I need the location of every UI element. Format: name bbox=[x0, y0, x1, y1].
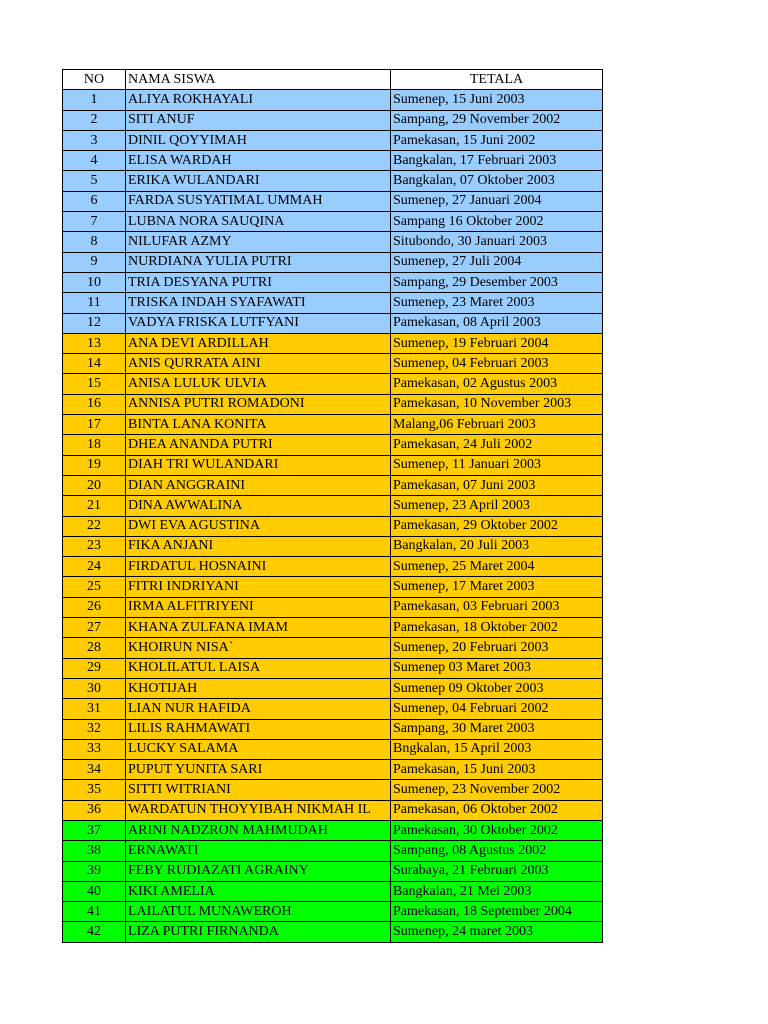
cell-no: 24 bbox=[63, 557, 126, 577]
cell-no: 19 bbox=[63, 455, 126, 475]
cell-no: 18 bbox=[63, 435, 126, 455]
cell-nama-siswa: LUCKY SALAMA bbox=[126, 739, 391, 759]
cell-no: 41 bbox=[63, 902, 126, 922]
table-row bbox=[63, 577, 603, 597]
cell-nama-siswa: ANISA LULUK ULVIA bbox=[126, 374, 391, 394]
cell-nama-siswa: DIAN ANGGRAINI bbox=[126, 475, 391, 495]
cell-tetala: Sumenep 03 Maret 2003 bbox=[391, 658, 603, 678]
table-row bbox=[63, 435, 603, 455]
table-row bbox=[63, 739, 603, 759]
cell-tetala: Sumenep, 25 Maret 2004 bbox=[391, 557, 603, 577]
cell-tetala: Sumenep, 27 Juli 2004 bbox=[391, 252, 603, 272]
cell-nama-siswa: LUBNA NORA SAUQINA bbox=[126, 212, 391, 232]
cell-tetala: Pamekasan, 08 April 2003 bbox=[391, 313, 603, 333]
cell-nama-siswa: TRISKA INDAH SYAFAWATI bbox=[126, 293, 391, 313]
table-row bbox=[63, 800, 603, 820]
cell-tetala: Sumenep, 04 Februari 2002 bbox=[391, 699, 603, 719]
cell-tetala: Sumenep, 23 Maret 2003 bbox=[391, 293, 603, 313]
table-row bbox=[63, 557, 603, 577]
cell-nama-siswa: KHOTIJAH bbox=[126, 678, 391, 698]
table-row bbox=[63, 130, 603, 150]
cell-tetala: Situbondo, 30 Januari 2003 bbox=[391, 232, 603, 252]
cell-no: 20 bbox=[63, 475, 126, 495]
cell-nama-siswa: SITTI WITRIANI bbox=[126, 780, 391, 800]
cell-nama-siswa: ANNISA PUTRI ROMADONI bbox=[126, 394, 391, 414]
table-row bbox=[63, 354, 603, 374]
cell-no: 11 bbox=[63, 293, 126, 313]
cell-no: 17 bbox=[63, 415, 126, 435]
table-row bbox=[63, 171, 603, 191]
cell-nama-siswa: KHOIRUN NISA` bbox=[126, 638, 391, 658]
cell-no: 38 bbox=[63, 841, 126, 861]
cell-nama-siswa: FITRI INDRIYANI bbox=[126, 577, 391, 597]
table-row bbox=[63, 861, 603, 881]
cell-nama-siswa: FIRDATUL HOSNAINI bbox=[126, 557, 391, 577]
table-row bbox=[63, 618, 603, 638]
cell-nama-siswa: FARDA SUSYATIMAL UMMAH bbox=[126, 191, 391, 211]
cell-tetala: Sumenep, 27 Januari 2004 bbox=[391, 191, 603, 211]
cell-tetala: Sumenep, 15 Juni 2003 bbox=[391, 90, 603, 110]
cell-nama-siswa: IRMA ALFITRIYENI bbox=[126, 597, 391, 617]
cell-nama-siswa: ANIS QURRATA AINI bbox=[126, 354, 391, 374]
header-no: NO bbox=[63, 70, 126, 90]
cell-tetala: Bangkalan, 17 Februari 2003 bbox=[391, 151, 603, 171]
cell-nama-siswa: ERIKA WULANDARI bbox=[126, 171, 391, 191]
table-row bbox=[63, 658, 603, 678]
cell-no: 6 bbox=[63, 191, 126, 211]
cell-nama-siswa: FEBY RUDIAZATI AGRAINY bbox=[126, 861, 391, 881]
table-row bbox=[63, 597, 603, 617]
student-table bbox=[62, 69, 603, 943]
cell-nama-siswa: DINA AWWALINA bbox=[126, 496, 391, 516]
table-row bbox=[63, 313, 603, 333]
cell-tetala: Sumenep, 11 Januari 2003 bbox=[391, 455, 603, 475]
cell-nama-siswa: ALIYA ROKHAYALI bbox=[126, 90, 391, 110]
cell-nama-siswa: DHEA ANANDA PUTRI bbox=[126, 435, 391, 455]
header-row bbox=[63, 70, 603, 90]
cell-tetala: Bngkalan, 15 April 2003 bbox=[391, 739, 603, 759]
table-row bbox=[63, 272, 603, 292]
table-row bbox=[63, 820, 603, 840]
cell-no: 42 bbox=[63, 922, 126, 942]
cell-tetala: Sumenep, 19 Februari 2004 bbox=[391, 333, 603, 353]
table-row bbox=[63, 252, 603, 272]
cell-nama-siswa: PUPUT YUNITA SARI bbox=[126, 760, 391, 780]
cell-no: 1 bbox=[63, 90, 126, 110]
table-row bbox=[63, 90, 603, 110]
cell-tetala: Pamekasan, 03 Februari 2003 bbox=[391, 597, 603, 617]
table-row bbox=[63, 780, 603, 800]
table-row bbox=[63, 638, 603, 658]
cell-nama-siswa: LAILATUL MUNAWEROH bbox=[126, 902, 391, 922]
cell-no: 4 bbox=[63, 151, 126, 171]
cell-nama-siswa: ERNAWATI bbox=[126, 841, 391, 861]
cell-no: 22 bbox=[63, 516, 126, 536]
table-row bbox=[63, 881, 603, 901]
table-row bbox=[63, 191, 603, 211]
cell-nama-siswa: KHANA ZULFANA IMAM bbox=[126, 618, 391, 638]
table-row bbox=[63, 374, 603, 394]
cell-tetala: Sampang, 29 Desember 2003 bbox=[391, 272, 603, 292]
cell-nama-siswa: DIAH TRI WULANDARI bbox=[126, 455, 391, 475]
cell-tetala: Pamekasan, 15 Juni 2002 bbox=[391, 130, 603, 150]
cell-nama-siswa: VADYA FRISKA LUTFYANI bbox=[126, 313, 391, 333]
cell-nama-siswa: WARDATUN THOYYIBAH NIKMAH IL bbox=[126, 800, 391, 820]
table-row bbox=[63, 455, 603, 475]
cell-tetala: Sumenep, 24 maret 2003 bbox=[391, 922, 603, 942]
cell-no: 29 bbox=[63, 658, 126, 678]
cell-tetala: Pamekasan, 30 Oktober 2002 bbox=[391, 820, 603, 840]
cell-nama-siswa: TRIA DESYANA PUTRI bbox=[126, 272, 391, 292]
cell-no: 12 bbox=[63, 313, 126, 333]
cell-nama-siswa: DWI EVA AGUSTINA bbox=[126, 516, 391, 536]
cell-nama-siswa: FIKA ANJANI bbox=[126, 536, 391, 556]
table-row bbox=[63, 496, 603, 516]
cell-no: 5 bbox=[63, 171, 126, 191]
cell-tetala: Surabaya, 21 Februari 2003 bbox=[391, 861, 603, 881]
cell-no: 2 bbox=[63, 110, 126, 130]
cell-tetala: Pamekasan, 06 Oktober 2002 bbox=[391, 800, 603, 820]
table-row bbox=[63, 110, 603, 130]
cell-nama-siswa: ARINI NADZRON MAHMUDAH bbox=[126, 820, 391, 840]
cell-nama-siswa: KHOLILATUL LAISA bbox=[126, 658, 391, 678]
cell-nama-siswa: BINTA LANA KONITA bbox=[126, 415, 391, 435]
table-row bbox=[63, 151, 603, 171]
cell-no: 25 bbox=[63, 577, 126, 597]
cell-tetala: Sumenep, 23 November 2002 bbox=[391, 780, 603, 800]
cell-nama-siswa: LIZA PUTRI FIRNANDA bbox=[126, 922, 391, 942]
cell-tetala: Bangkalan, 07 Oktober 2003 bbox=[391, 171, 603, 191]
cell-no: 32 bbox=[63, 719, 126, 739]
cell-no: 27 bbox=[63, 618, 126, 638]
cell-no: 7 bbox=[63, 212, 126, 232]
table-row bbox=[63, 678, 603, 698]
table-row bbox=[63, 922, 603, 942]
cell-no: 35 bbox=[63, 780, 126, 800]
cell-no: 39 bbox=[63, 861, 126, 881]
table-row bbox=[63, 902, 603, 922]
cell-nama-siswa: NILUFAR AZMY bbox=[126, 232, 391, 252]
cell-no: 34 bbox=[63, 760, 126, 780]
cell-no: 10 bbox=[63, 272, 126, 292]
cell-no: 31 bbox=[63, 699, 126, 719]
cell-no: 33 bbox=[63, 739, 126, 759]
cell-tetala: Pamekasan, 10 November 2003 bbox=[391, 394, 603, 414]
cell-tetala: Sampang 16 Oktober 2002 bbox=[391, 212, 603, 232]
cell-no: 40 bbox=[63, 881, 126, 901]
cell-no: 23 bbox=[63, 536, 126, 556]
cell-tetala: Sumenep 09 Oktober 2003 bbox=[391, 678, 603, 698]
table-row bbox=[63, 699, 603, 719]
cell-nama-siswa: SITI ANUF bbox=[126, 110, 391, 130]
cell-tetala: Pamekasan, 18 Oktober 2002 bbox=[391, 618, 603, 638]
table-body bbox=[63, 70, 603, 943]
table-row bbox=[63, 516, 603, 536]
cell-tetala: Bangkalan, 21 Mei 2003 bbox=[391, 881, 603, 901]
cell-no: 16 bbox=[63, 394, 126, 414]
table-row bbox=[63, 415, 603, 435]
table-row bbox=[63, 232, 603, 252]
cell-tetala: Malang,06 Februari 2003 bbox=[391, 415, 603, 435]
cell-tetala: Sumenep, 17 Maret 2003 bbox=[391, 577, 603, 597]
cell-tetala: Pamekasan, 18 September 2004 bbox=[391, 902, 603, 922]
header-nama-siswa: NAMA SISWA bbox=[126, 70, 391, 90]
cell-nama-siswa: LILIS RAHMAWATI bbox=[126, 719, 391, 739]
cell-no: 14 bbox=[63, 354, 126, 374]
table-row bbox=[63, 536, 603, 556]
cell-no: 28 bbox=[63, 638, 126, 658]
cell-no: 9 bbox=[63, 252, 126, 272]
cell-tetala: Pamekasan, 15 Juni 2003 bbox=[391, 760, 603, 780]
cell-nama-siswa: ANA DEVI ARDILLAH bbox=[126, 333, 391, 353]
cell-no: 26 bbox=[63, 597, 126, 617]
cell-no: 13 bbox=[63, 333, 126, 353]
cell-nama-siswa: ELISA WARDAH bbox=[126, 151, 391, 171]
cell-no: 30 bbox=[63, 678, 126, 698]
cell-tetala: Sampang, 08 Agustus 2002 bbox=[391, 841, 603, 861]
cell-nama-siswa: DINIL QOYYIMAH bbox=[126, 130, 391, 150]
cell-no: 21 bbox=[63, 496, 126, 516]
table-row bbox=[63, 475, 603, 495]
table-row bbox=[63, 719, 603, 739]
cell-tetala: Sampang, 30 Maret 2003 bbox=[391, 719, 603, 739]
table-row bbox=[63, 333, 603, 353]
cell-no: 15 bbox=[63, 374, 126, 394]
header-tetala: TETALA bbox=[391, 70, 603, 90]
cell-tetala: Sumenep, 23 April 2003 bbox=[391, 496, 603, 516]
cell-no: 37 bbox=[63, 820, 126, 840]
cell-tetala: Pamekasan, 29 Oktober 2002 bbox=[391, 516, 603, 536]
table-row bbox=[63, 293, 603, 313]
cell-tetala: Sumenep, 04 Februari 2003 bbox=[391, 354, 603, 374]
cell-tetala: Sampang, 29 November 2002 bbox=[391, 110, 603, 130]
cell-nama-siswa: LIAN NUR HAFIDA bbox=[126, 699, 391, 719]
cell-nama-siswa: KIKI AMELIA bbox=[126, 881, 391, 901]
table-row bbox=[63, 760, 603, 780]
table-row bbox=[63, 841, 603, 861]
cell-tetala: Pamekasan, 07 Juni 2003 bbox=[391, 475, 603, 495]
cell-tetala: Pamekasan, 02 Agustus 2003 bbox=[391, 374, 603, 394]
cell-no: 36 bbox=[63, 800, 126, 820]
table-row bbox=[63, 212, 603, 232]
cell-tetala: Pamekasan, 24 Juli 2002 bbox=[391, 435, 603, 455]
cell-no: 8 bbox=[63, 232, 126, 252]
cell-tetala: Bangkalan, 20 Juli 2003 bbox=[391, 536, 603, 556]
cell-nama-siswa: NURDIANA YULIA PUTRI bbox=[126, 252, 391, 272]
cell-no: 3 bbox=[63, 130, 126, 150]
cell-tetala: Sumenep, 20 Februari 2003 bbox=[391, 638, 603, 658]
table-row bbox=[63, 394, 603, 414]
